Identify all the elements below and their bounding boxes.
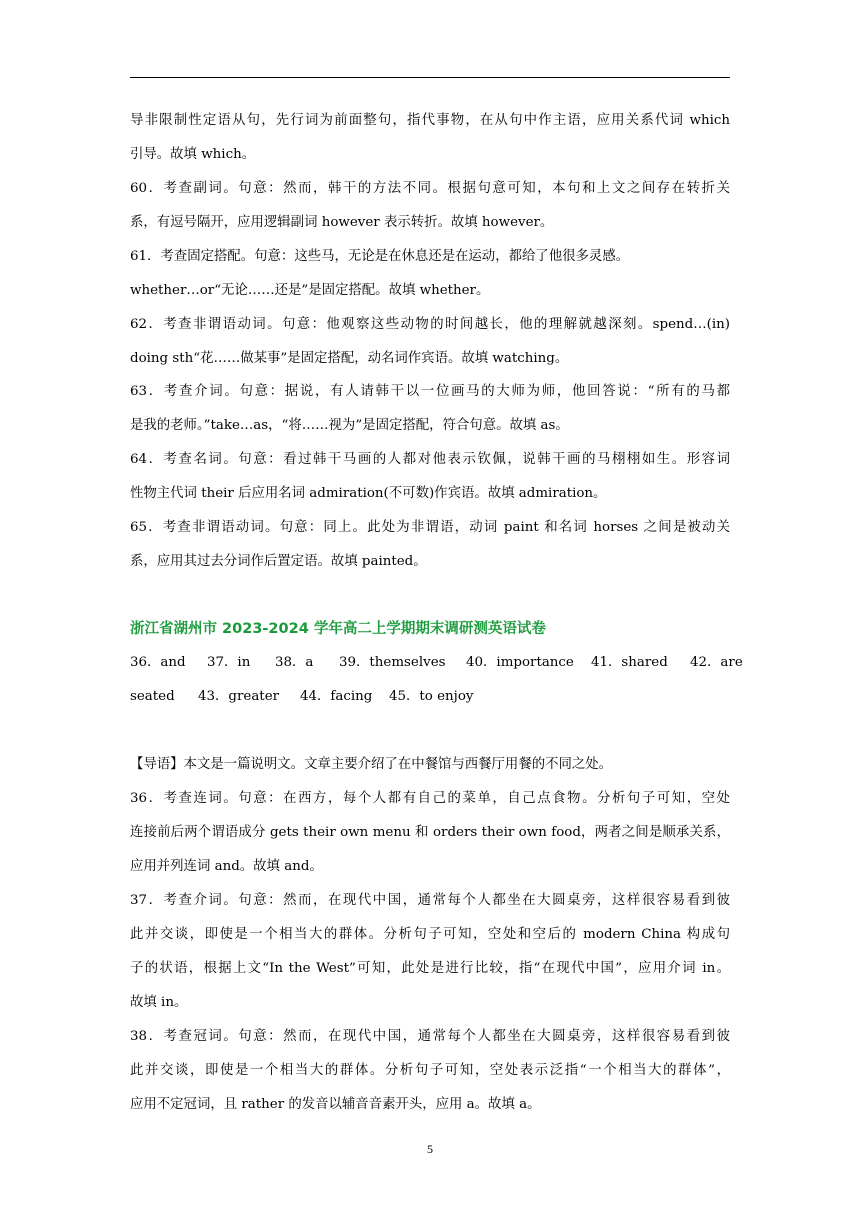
answer-item: 37．in bbox=[207, 655, 251, 670]
text-line: 故填 in。 bbox=[130, 995, 188, 1010]
text-line: 应用不定冠词，且 rather 的发音以辅音音素开头，应用 a。故填 a。 bbox=[130, 1097, 541, 1112]
header-rule bbox=[130, 77, 730, 78]
answer-item: 40．importance bbox=[466, 655, 574, 670]
answer-item: 43．greater bbox=[198, 689, 280, 704]
text-line: 38．考查冠词。句意：然而，在现代中国，通常每个人都坐在大圆桌旁，这样很容易看到彼 bbox=[130, 1029, 730, 1044]
page-number: 5 bbox=[427, 1142, 433, 1156]
text-line: whether…or“无论……还是”是固定搭配。故填 whether。 bbox=[130, 283, 490, 298]
text-line: 63．考查介词。句意：据说，有人请韩干以一位画马的大师为师，他回答说：“所有的马都 bbox=[130, 384, 730, 399]
text-line: 【导语】本文是一篇说明文。文章主要介绍了在中餐馆与西餐厅用餐的不同之处。 bbox=[130, 757, 613, 772]
answer-item: 45．to enjoy bbox=[389, 689, 474, 704]
text-line: 62．考查非谓语动词。句意：他观察这些动物的时间越长，他的理解就越深刻。spend…(in) bbox=[130, 317, 730, 332]
text-line: 37．考查介词。句意：然而，在现代中国，通常每个人都坐在大圆桌旁，这样很容易看到彼 bbox=[130, 893, 730, 908]
text-line: 36．考查连词。句意：在西方，每个人都有自己的菜单，自己点食物。分析句子可知，空处 bbox=[130, 791, 730, 806]
answer-item: 38．a bbox=[275, 655, 314, 670]
text-line: 此并交谈，即使是一个相当大的群体。分析句子可知，空处和空后的 modern China 构成句 bbox=[130, 927, 730, 942]
section-title: 浙江省湖州市 2023-2024 学年高二上学期期末调研测英语试卷 bbox=[130, 621, 546, 637]
text-line: 子的状语，根据上文“In the West”可知，此处是进行比较，指“在现代中国”，应用介词 in。 bbox=[130, 961, 730, 976]
text-line: 61．考查固定搭配。句意：这些马，无论是在休息还是在运动，都给了他很多灵感。 bbox=[130, 249, 630, 264]
text-line: 应用并列连词 and。故填 and。 bbox=[130, 859, 323, 874]
text-line: 系，应用其过去分词作后置定语。故填 painted。 bbox=[130, 554, 427, 569]
answer-item: 44．facing bbox=[300, 689, 373, 704]
text-line: 64．考查名词。句意：看过韩干马画的人都对他表示钦佩，说韩干画的马栩栩如生。形容词 bbox=[130, 452, 730, 467]
text-line: 65．考查非谓语动词。句意：同上。此处为非谓语，动词 paint 和名词 horses 之间是被动关 bbox=[130, 520, 730, 535]
text-line: 60．考查副词。句意：然而，韩干的方法不同。根据句意可知，本句和上文之间存在转折关 bbox=[130, 181, 730, 196]
text-line: 性物主代词 their 后应用名词 admiration(不可数)作宾语。故填 admiration。 bbox=[130, 486, 607, 501]
text-line: 连接前后两个谓语成分 gets their own menu 和 orders their own food，两者之间是顺承关系， bbox=[130, 825, 730, 840]
answer-item: 39．themselves bbox=[339, 655, 446, 670]
text-line: 是我的老师。”take…as，“将……视为”是固定搭配，符合句意。故填 as。 bbox=[130, 418, 569, 433]
answer-item: seated bbox=[130, 689, 175, 704]
text-line: 引导。故填 which。 bbox=[130, 147, 256, 162]
answer-item: 42．are bbox=[690, 655, 743, 670]
text-line: doing sth“花……做某事”是固定搭配，动名词作宾语。故填 watching。 bbox=[130, 351, 569, 366]
answer-item: 36．and bbox=[130, 655, 186, 670]
text-line: 导非限制性定语从句，先行词为前面整句，指代事物，在从句中作主语，应用关系代词 which bbox=[130, 113, 730, 128]
text-line: 系，有逗号隔开，应用逻辑副词 however 表示转折。故填 however。 bbox=[130, 215, 554, 230]
text-line: 此并交谈，即使是一个相当大的群体。分析句子可知，空处表示泛指“一个相当大的群体”， bbox=[130, 1063, 730, 1078]
answer-item: 41．shared bbox=[591, 655, 668, 670]
